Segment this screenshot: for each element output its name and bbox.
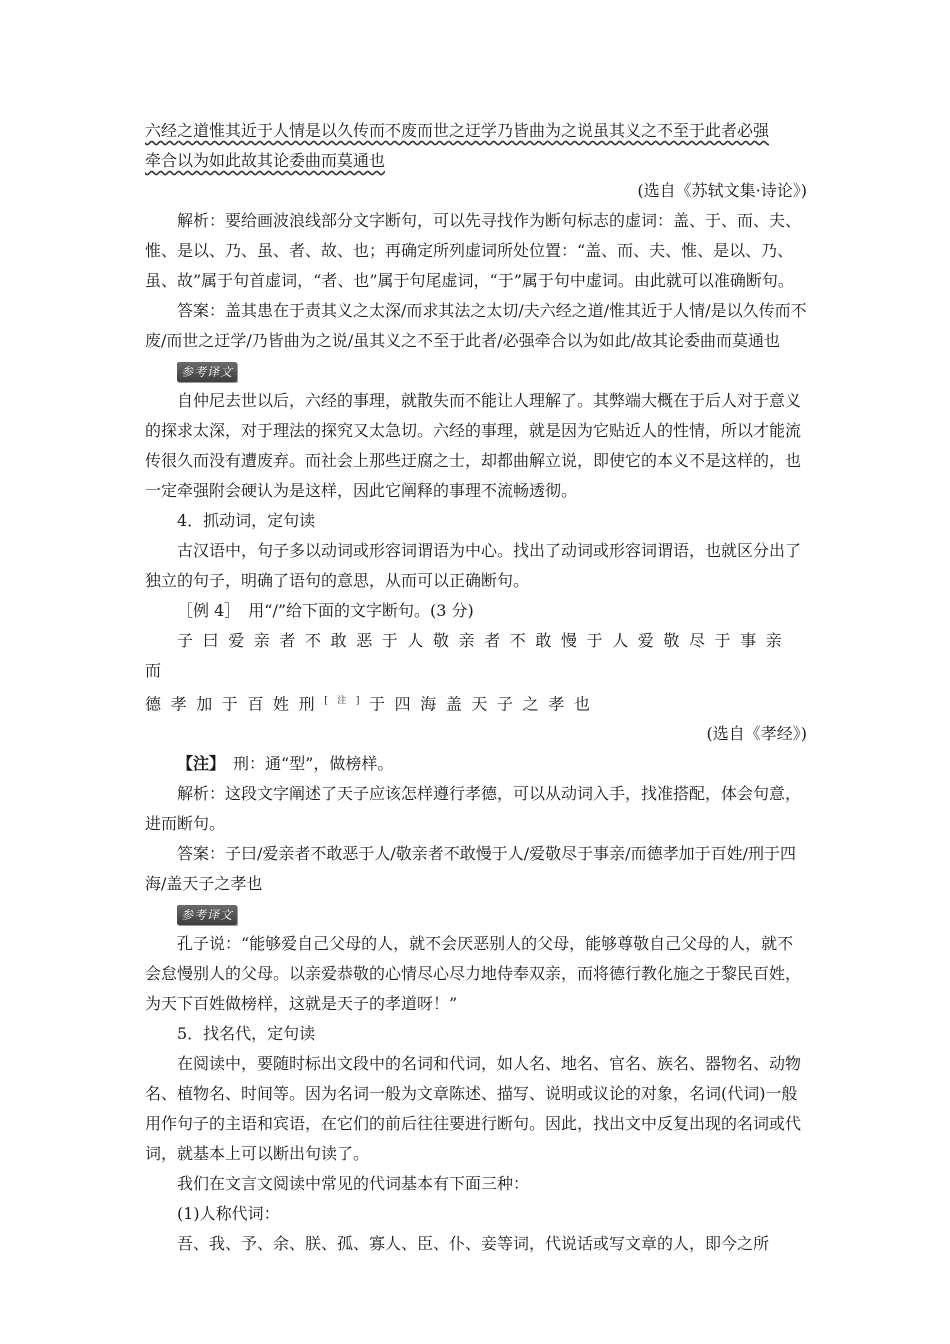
section-heading: 4．抓动词，定句读 bbox=[177, 511, 316, 530]
types-intro: 我们在文言文阅读中常见的代词基本有下面三种： bbox=[177, 1174, 530, 1194]
section-heading: 5．找名代，定句读 bbox=[177, 1024, 316, 1044]
analysis-paragraph: 解析：要给画波浪线部分文字断句，可以先寻找作为断句标志的虚词：盖、于、而、夫、惟、是以、乃、虽、者、故、也；再确定所列虚词所处位置：“盖、而、夫、惟、是以、乃、虽、故”属于句首虚词，“者、也”属于句尾虚词，“于”属于句中虚词。由此就可以准确断句。 bbox=[145, 211, 802, 290]
note-text: 刑：通“型”，做榜样。 bbox=[217, 754, 394, 774]
example-text-line: 子曰爱亲者不敢恶于人敬亲者不敢慢于人爱敬尽于事亲而 bbox=[145, 631, 792, 680]
translation-paragraph: 孔子说：“能够爱自己父母的人，就不会厌恶别人的父母，能够尊敬自己父母的人，就不会怠慢别人的父母。以亲爱恭敬的心情尽心尽力地侍奉双亲，而将德行教化施之于黎民百姓，为天下百姓做榜样，这就是天子的孝道呀！” bbox=[145, 934, 802, 1014]
translation-paragraph: 自仲尼去世以后，六经的事理，就散失而不能让人理解了。其弊端大概在于后人对于意义的探求太深，对于理法的探究又太急切。六经的事理，就是因为它贴近人的性情，所以才能流传很久而没有遭废弃。而社会上那些迂腐之士，却都曲解立说，即使它的本义不是这样的，也一定牵强附会硬认为是这样，因此它阐释的事理不流畅透彻。 bbox=[145, 391, 802, 500]
example-text-segment: 德孝加于百姓刑 bbox=[145, 694, 325, 714]
type-heading: (1)人称代词： bbox=[177, 1204, 280, 1224]
section-intro: 在阅读中，要随时标出文段中的名词和代词，如人名、地名、官名、族名、器物名、动物名、植物名、时间等。因为名词一般为文章陈述、描写、说明或议论的对象，名词(代词)一般用作句子的主语和宾语，在它们的前后往往要进行断句。因此，找出文中反复出现的名词或代词，就基本上可以断出句读了。 bbox=[145, 1054, 802, 1164]
translation-badge-icon: 参考译文 bbox=[177, 362, 237, 382]
passage-line: 牵合以为如此故其论委曲而莫通也 bbox=[145, 151, 386, 170]
note-label: 【注】 bbox=[177, 754, 218, 774]
translation-badge-icon: 参考译文 bbox=[177, 905, 237, 925]
source-citation: (选自《苏轼文集·诗论》) bbox=[637, 181, 807, 200]
example-text-line bbox=[145, 686, 807, 719]
answer-paragraph: 答案：子曰/爱亲者不敢恶于人/敬亲者不敢慢于人/爱敬尽于事亲/而德孝加于百姓/刑于四海/盖天子之孝也 bbox=[145, 844, 796, 894]
note-paragraph bbox=[145, 749, 807, 779]
source-citation: (选自《孝经》) bbox=[706, 724, 807, 744]
type-text: 吾、我、予、余、朕、孤、寡人、臣、仆、妾等词，代说话或写文章的人，即今之所 bbox=[177, 1234, 770, 1254]
analysis-paragraph: 解析：这段文字阐述了天子应该怎样遵行孝德，可以从动词入手，找准搭配，体会句意，进而断句。 bbox=[145, 784, 802, 834]
section-intro: 古汉语中，句子多以动词或形容词谓语为中心。找出了动词或形容词谓语，也就区分出了独立的句子，明确了语句的意思，从而可以正确断句。 bbox=[145, 541, 802, 590]
example-label: ［例 4］ 用“/”给下面的文字断句。(3 分) bbox=[177, 601, 474, 620]
passage-line: 六经之道惟其近于人情是以久传而不废而世之迂学乃皆曲为之说虽其义之不至于此者必强 bbox=[145, 121, 770, 140]
answer-paragraph: 答案：盖其患在于责其义之太深/而求其法之太切/夫六经之道/惟其近于人情/是以久传而不废/而世之迂学/乃皆曲为之说/虽其义之不至于此者/必强牵合以为如此/故其论委曲而莫通也 bbox=[145, 301, 807, 350]
example-text-segment: 于四海盖天子之孝也 bbox=[369, 694, 600, 714]
note-marker: [注] bbox=[324, 696, 370, 706]
document-body bbox=[145, 116, 807, 1259]
